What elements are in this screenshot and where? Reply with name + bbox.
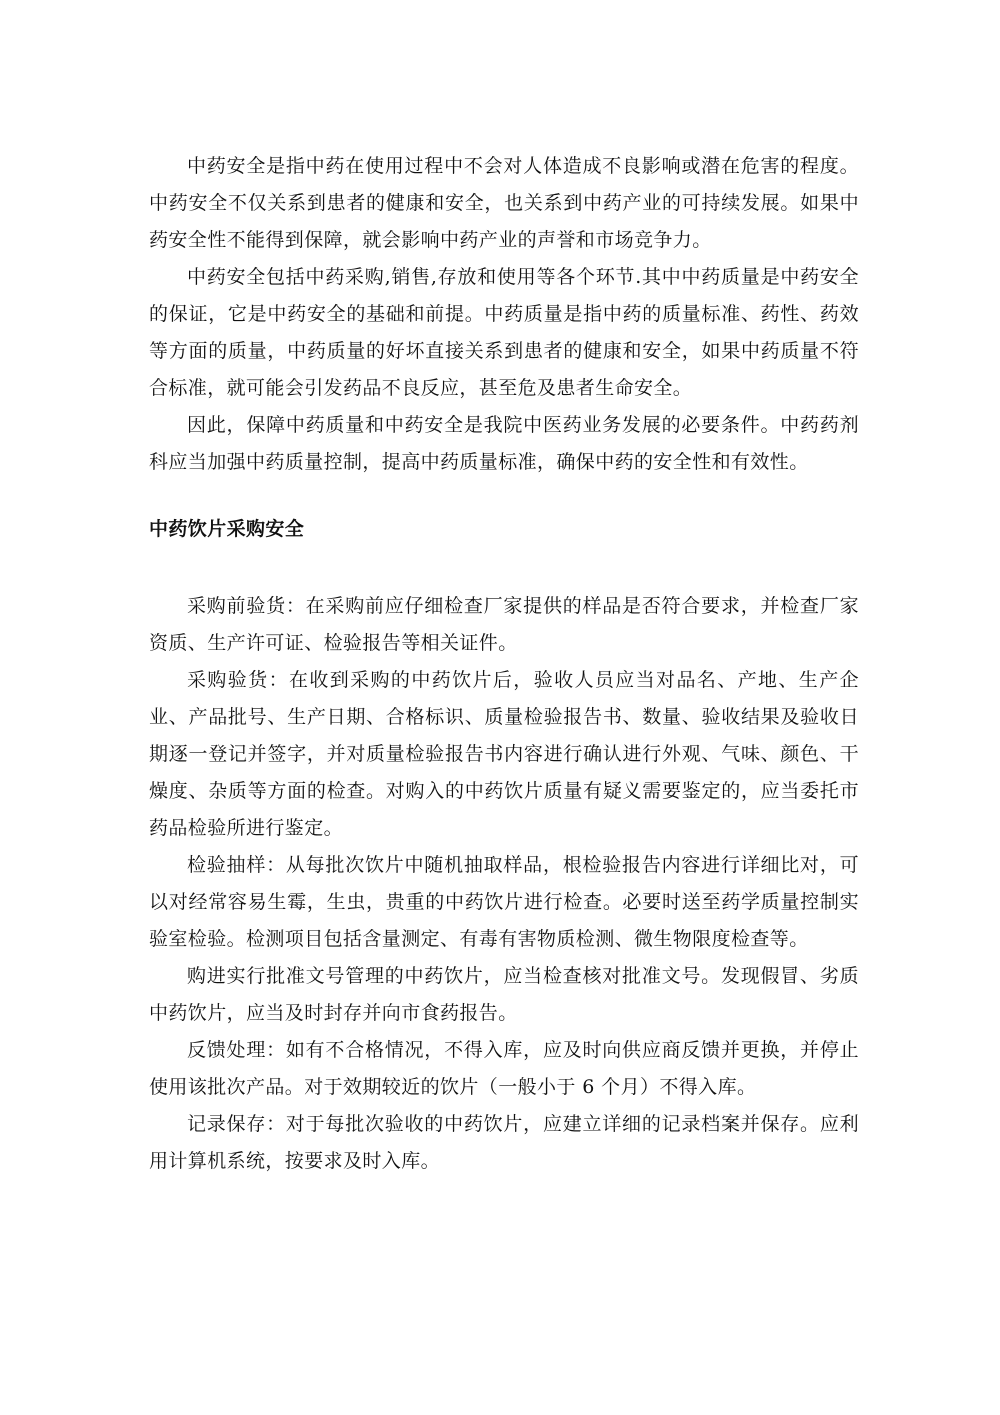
section-paragraph-5: 反馈处理：如有不合格情况，不得入库，应及时向供应商反馈并更换，并停止使用该批次产品。对于效期较近的饮片（一般小于 6 个月）不得入库。 <box>149 1039 859 1098</box>
section-paragraph-1: 采购前验货：在采购前应仔细检查厂家提供的样品是否符合要求，并检查厂家资质、生产许可证、检验报告等相关证件。 <box>149 595 859 654</box>
section-paragraph-2: 采购验货：在收到采购的中药饮片后，验收人员应当对品名、产地、生产企业、产品批号、生产日期、合格标识、质量检验报告书、数量、验收结果及验收日期逐一登记并签字，并对质量检验报告书内容进行确认进行外观、气味、颜色、干燥度、杂质等方面的检查。对购入的中药饮片质量有疑义需要鉴定的，应当委托市药品检验所进行鉴定。 <box>149 669 859 839</box>
document-body <box>149 148 859 1180</box>
intro-paragraph-3: 因此，保障中药质量和中药安全是我院中医药业务发展的必要条件。中药药剂科应当加强中药质量控制，提高中药质量标准，确保中药的安全性和有效性。 <box>149 414 859 473</box>
intro-paragraph-2: 中药安全包括中药采购,销售,存放和使用等各个环节.其中中药质量是中药安全的保证，它是中药安全的基础和前提。中药质量是指中药的质量标准、药性、药效等方面的质量，中药质量的好坏直接关系到患者的健康和安全，如果中药质量不符合标准，就可能会引发药品不良反应，甚至危及患者生命安全。 <box>149 266 859 399</box>
section-paragraph-6: 记录保存：对于每批次验收的中药饮片，应建立详细的记录档案并保存。应利用计算机系统，按要求及时入库。 <box>149 1113 859 1172</box>
section-paragraph-3: 检验抽样：从每批次饮片中随机抽取样品，根检验报告内容进行详细比对，可以对经常容易生霉，生虫，贵重的中药饮片进行检查。必要时送至药学质量控制实验室检验。检测项目包括含量测定、有毒有害物质检测、微生物限度检查等。 <box>149 854 859 950</box>
intro-paragraph-1: 中药安全是指中药在使用过程中不会对人体造成不良影响或潜在危害的程度。中药安全不仅关系到患者的健康和安全，也关系到中药产业的可持续发展。如果中药安全性不能得到保障，就会影响中药产业的声誉和市场竞争力。 <box>149 155 859 251</box>
section-paragraph-4: 购进实行批准文号管理的中药饮片，应当检查核对批准文号。发现假冒、劣质中药饮片，应当及时封存并向市食药报告。 <box>149 965 859 1024</box>
section-heading: 中药饮片采购安全 <box>149 518 305 540</box>
